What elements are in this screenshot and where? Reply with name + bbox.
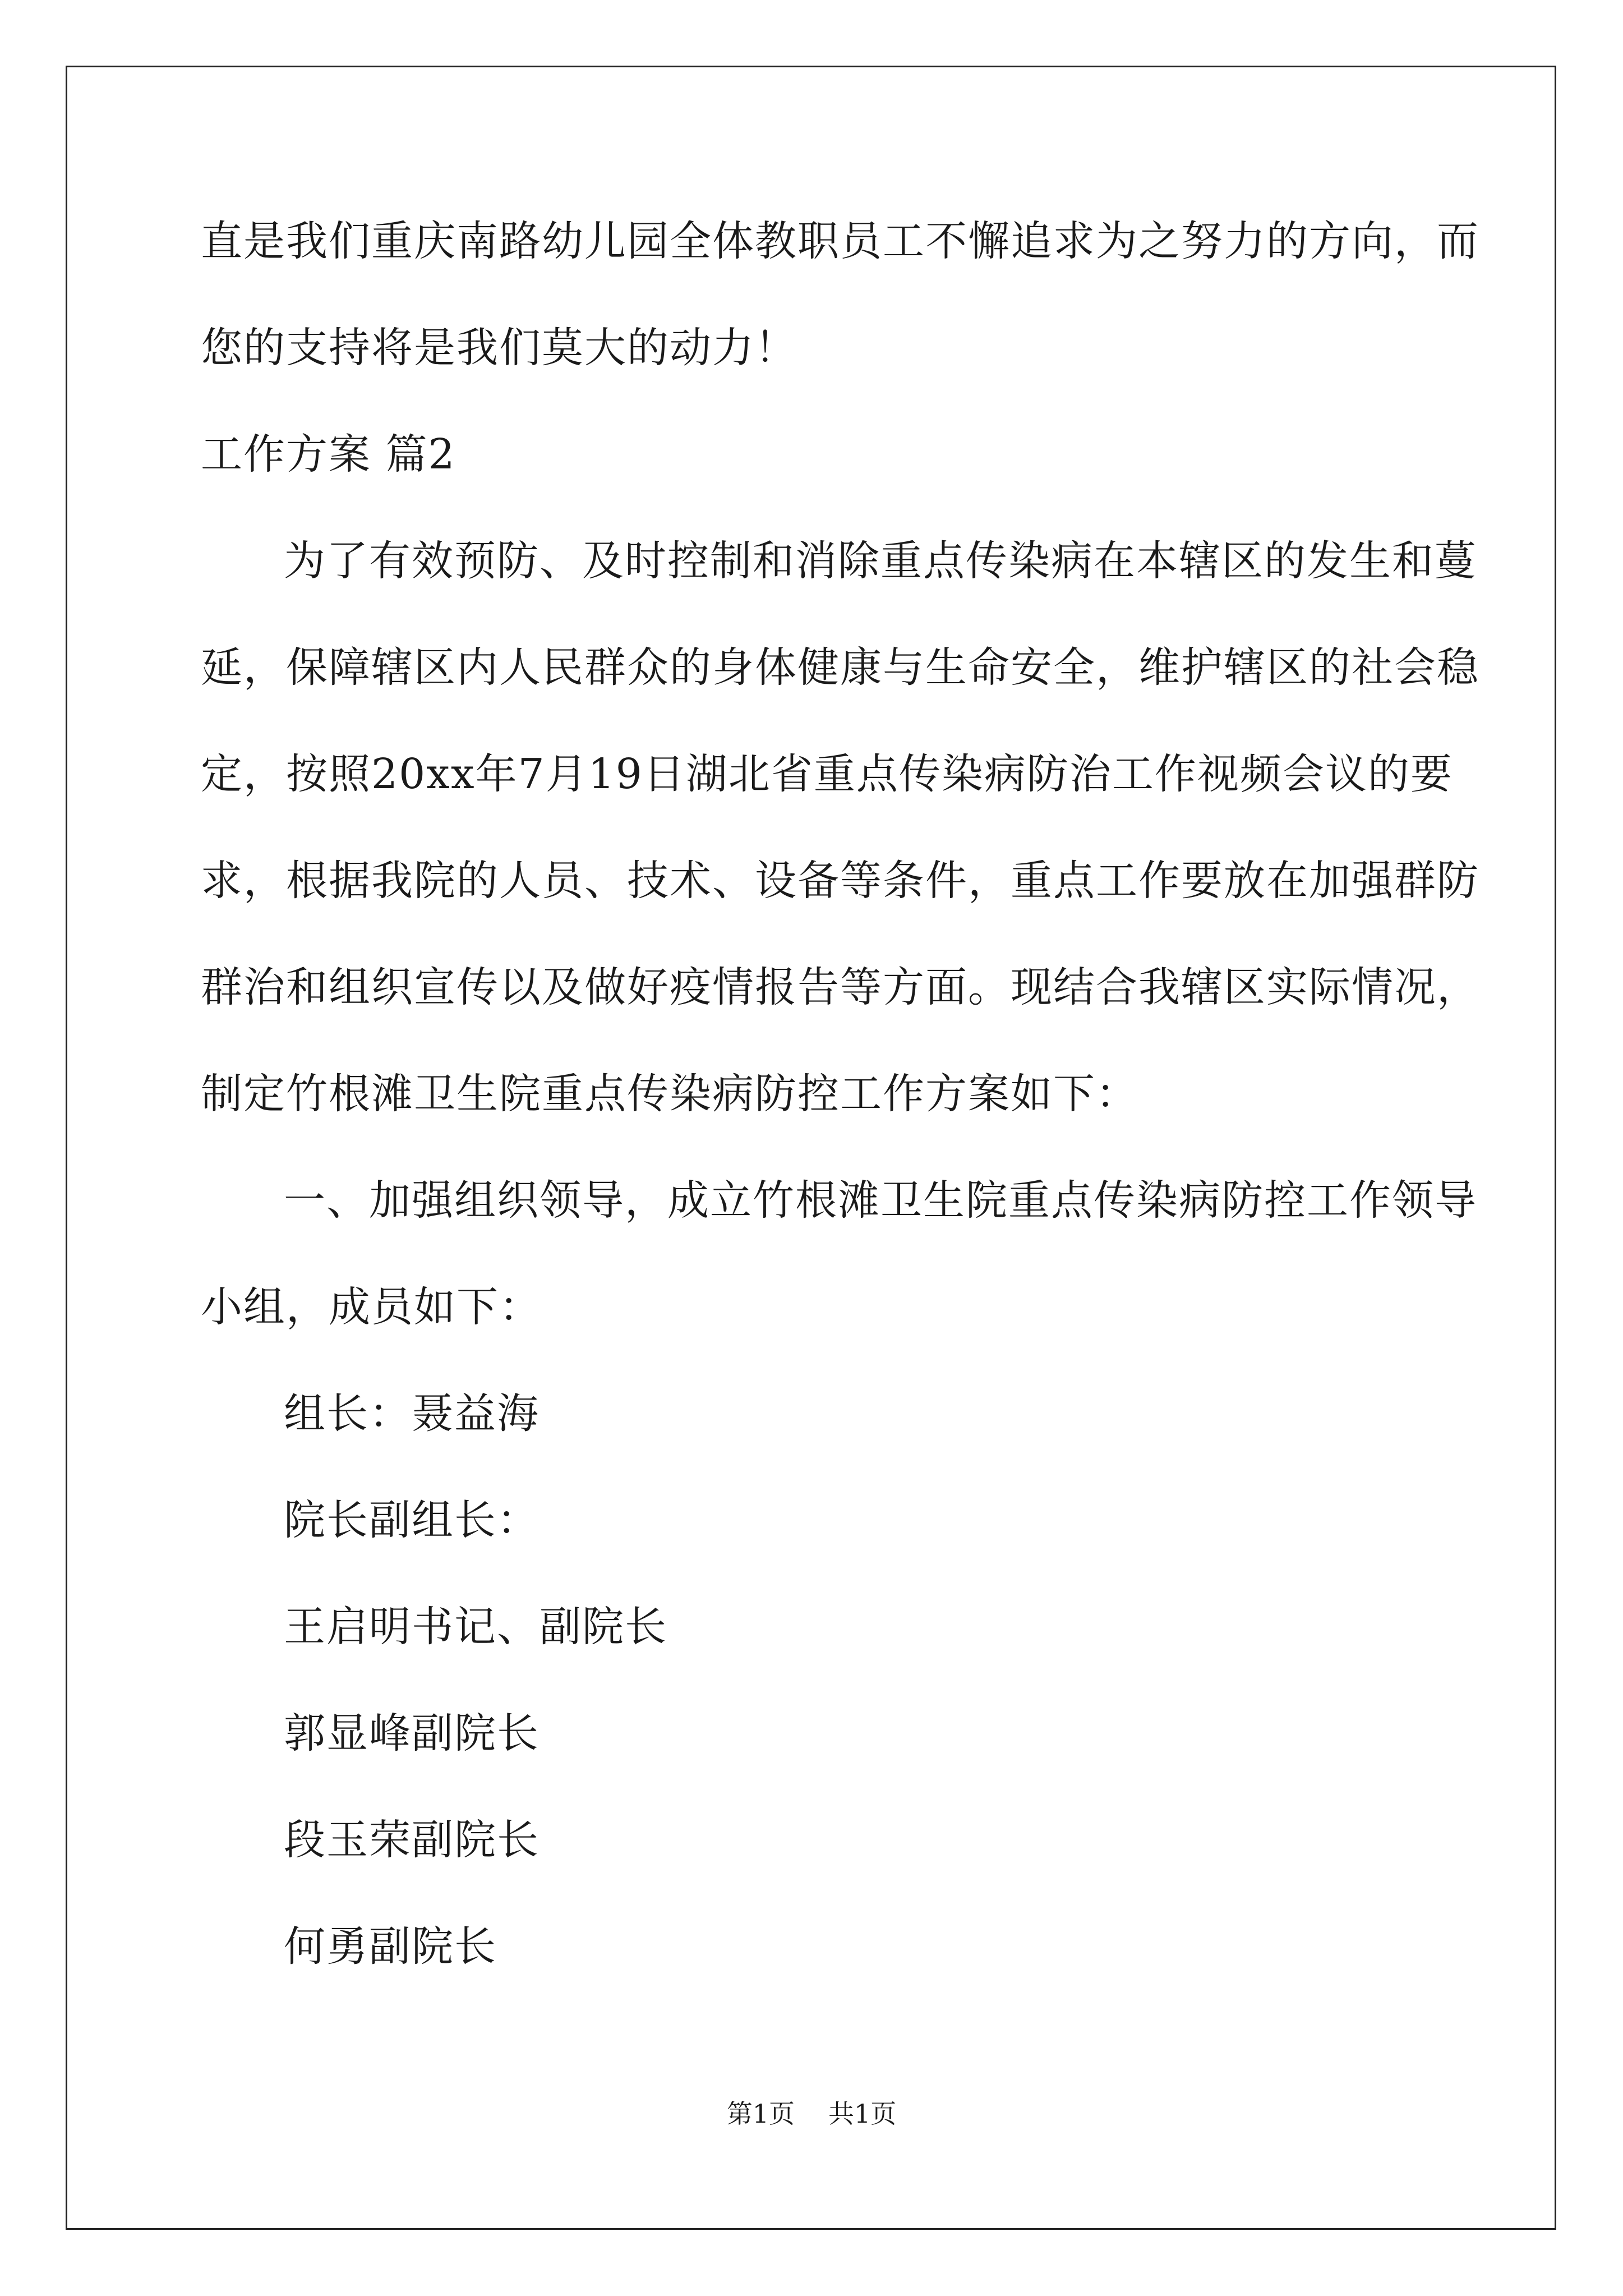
paragraph-line: 小组，成员如下：: [201, 1283, 542, 1331]
paragraph-line: 为了有效预防、及时控制和消除重点传染病在本辖区的发生和蔓: [284, 537, 1477, 585]
page-total: 共1页: [828, 2099, 897, 2129]
paragraph-line: 制定竹根滩卫生院重点传染病防控工作方案如下：: [201, 1070, 1138, 1118]
page-number: 第1页: [726, 2099, 795, 2129]
list-item: 院长副组长：: [284, 1496, 540, 1544]
section-heading: 工作方案 篇2: [201, 430, 456, 478]
paragraph-line: 群治和组织宣传以及做好疫情报告等方面。现结合我辖区实际情况，: [201, 963, 1479, 1011]
paragraph-line: 您的支持将是我们莫大的动力！: [201, 324, 797, 372]
paragraph-line: 一、加强组织领导，成立竹根滩卫生院重点传染病防控工作领导: [284, 1176, 1477, 1225]
list-item: 组长：聂益海: [284, 1389, 540, 1438]
list-item: 郭显峰副院长: [284, 1709, 540, 1757]
page-border: [66, 66, 1556, 2230]
list-item: 何勇副院长: [284, 1922, 497, 1971]
list-item: 段玉荣副院长: [284, 1816, 540, 1864]
paragraph-line: 延，保障辖区内人民群众的身体健康与生命安全，维护辖区的社会稳: [201, 643, 1479, 692]
list-item: 王启明书记、副院长: [284, 1603, 667, 1651]
paragraph-line: 直是我们重庆南路幼儿园全体教职员工不懈追求为之努力的方向，而: [201, 217, 1479, 265]
page-footer: [0, 2097, 1623, 2131]
paragraph-line: 求，根据我院的人员、技术、设备等条件，重点工作要放在加强群防: [201, 857, 1479, 905]
paragraph-line: 定，按照20xx年7月19日湖北省重点传染病防治工作视频会议的要: [201, 750, 1453, 798]
